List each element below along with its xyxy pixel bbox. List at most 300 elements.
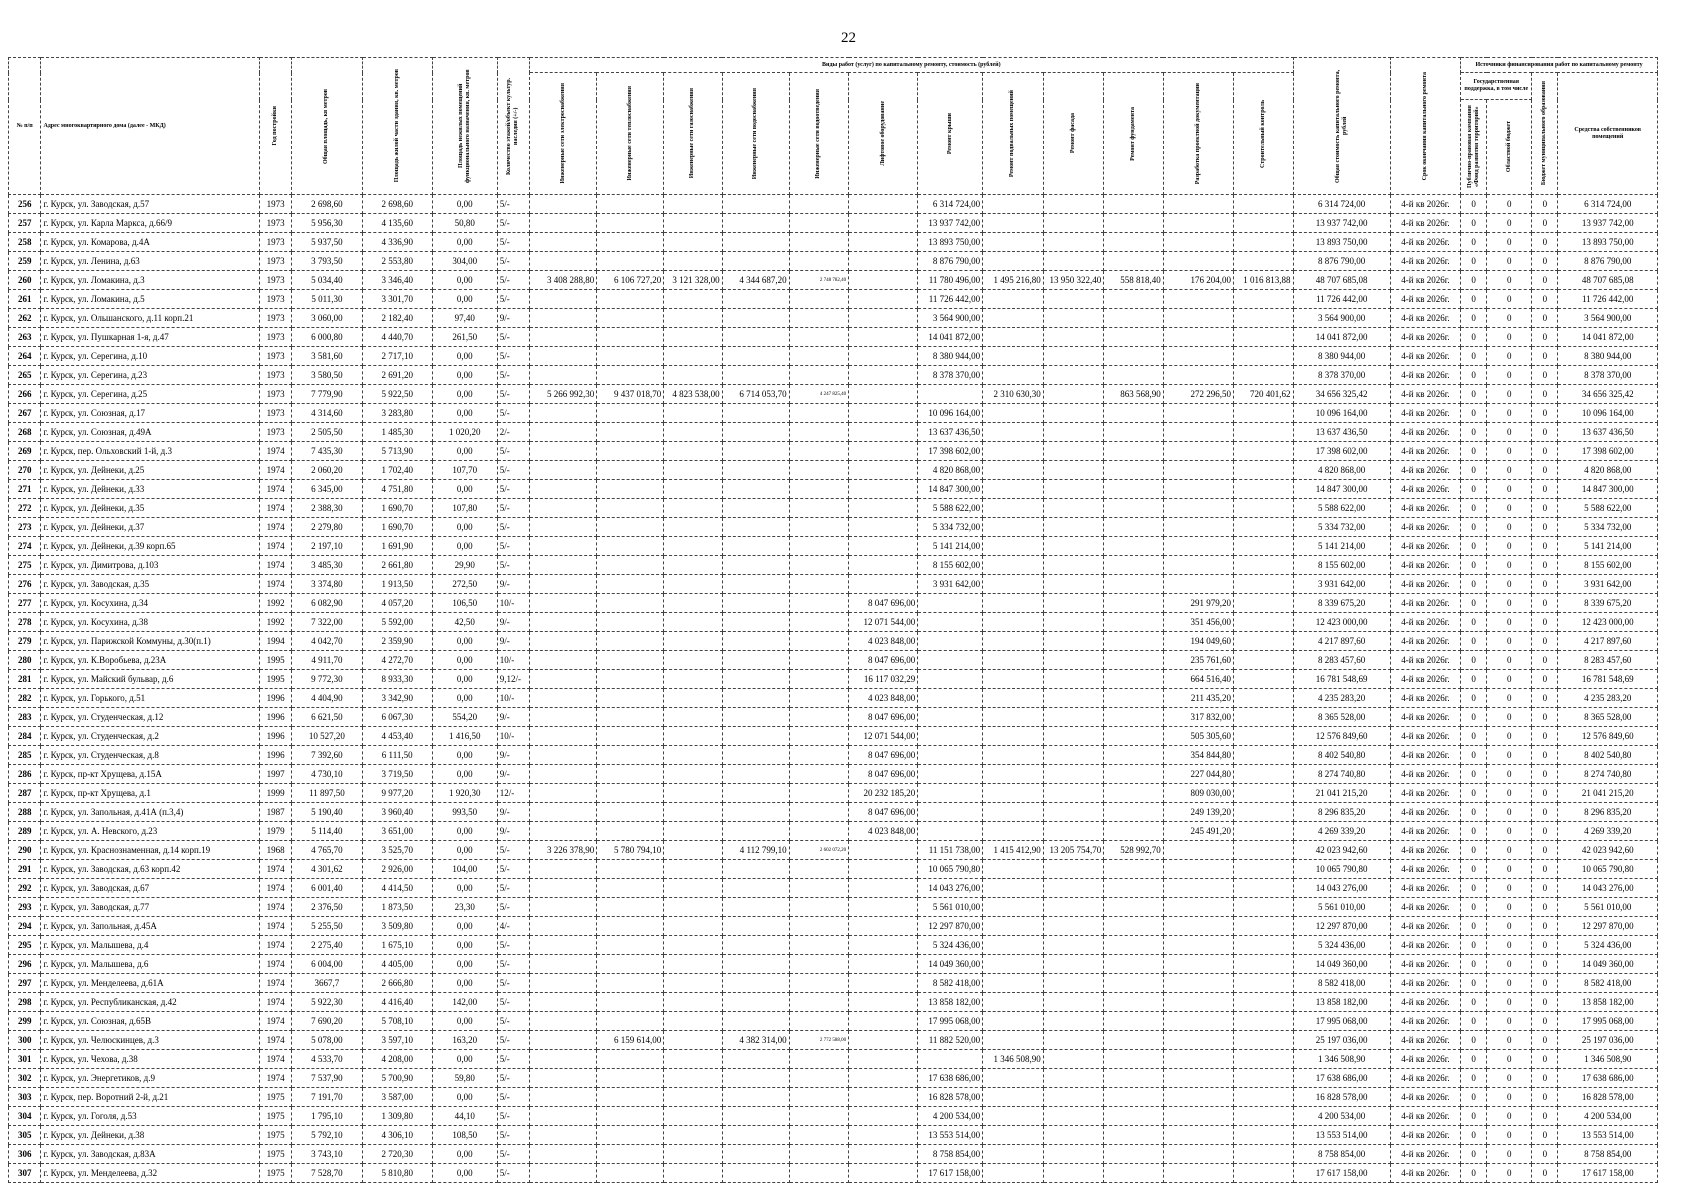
- work-cost-cell: [1104, 480, 1163, 499]
- work-cost-cell: [789, 423, 848, 442]
- floors-cell: 5/-: [497, 974, 529, 993]
- work-cost-cell: 664 516,40: [1163, 670, 1233, 689]
- table-row: [9, 290, 1658, 309]
- table-row: [9, 271, 1658, 290]
- floors-cell: 5/-: [497, 290, 529, 309]
- work-cost-cell: [1163, 537, 1233, 556]
- work-cost-cell: [1104, 594, 1163, 613]
- financing-cell: 5 588 622,00: [1558, 499, 1658, 518]
- financing-cell: 17 638 686,00: [1558, 1069, 1658, 1088]
- financing-cell: 0: [1487, 993, 1532, 1012]
- work-cost-cell: 5 324 436,00: [918, 936, 983, 955]
- financing-cell: 0: [1532, 670, 1558, 689]
- financing-cell: 8 378 370,00: [1558, 366, 1658, 385]
- work-cost-cell: [1043, 803, 1104, 822]
- financing-cell: 0: [1461, 404, 1487, 423]
- work-cost-cell: [530, 822, 597, 841]
- term-cell: 4-й кв 2026г.: [1390, 689, 1460, 708]
- work-cost-cell: [789, 461, 848, 480]
- year-cell: 1974: [259, 575, 291, 594]
- header-address: Адрес многоквартирного дома (далее - МКД): [41, 58, 259, 195]
- work-cost-cell: [664, 822, 722, 841]
- total-area-cell: 2 698,60: [292, 195, 362, 214]
- floors-cell: 5/-: [497, 366, 529, 385]
- work-cost-cell: [597, 366, 664, 385]
- address-cell: г. Курск, ул. Дейнеки, д.38: [41, 1126, 259, 1145]
- nonresidential-area-cell: 0,00: [432, 442, 497, 461]
- financing-cell: 5 141 214,00: [1558, 537, 1658, 556]
- total-area-cell: 6 000,80: [292, 328, 362, 347]
- work-cost-cell: [1234, 803, 1294, 822]
- work-cost-cell: [1043, 727, 1104, 746]
- work-cost-cell: [1234, 860, 1294, 879]
- work-cost-cell: [722, 1088, 789, 1107]
- address-cell: г. Курск, ул. Менделеева, д.61А: [41, 974, 259, 993]
- address-cell: г. Курск, ул. Малышева, д.4: [41, 936, 259, 955]
- row-number: 258: [9, 233, 41, 252]
- work-cost-cell: [597, 1164, 664, 1183]
- work-cost-cell: 245 491,20: [1163, 822, 1233, 841]
- total-cost-cell: 13 858 182,00: [1293, 993, 1390, 1012]
- header-municipal-budget: Бюджет муниципального образования: [1532, 73, 1558, 195]
- table-row: [9, 480, 1658, 499]
- financing-cell: 0: [1461, 195, 1487, 214]
- floors-cell: 5/-: [497, 461, 529, 480]
- nonresidential-area-cell: 0,00: [432, 271, 497, 290]
- work-cost-cell: [983, 480, 1044, 499]
- financing-cell: 0: [1461, 480, 1487, 499]
- total-area-cell: 6 004,00: [292, 955, 362, 974]
- work-cost-cell: [1104, 1031, 1163, 1050]
- table-row: [9, 404, 1658, 423]
- financing-cell: 0: [1532, 480, 1558, 499]
- work-cost-cell: [722, 404, 789, 423]
- financing-cell: 4 235 283,20: [1558, 689, 1658, 708]
- work-cost-cell: [530, 613, 597, 632]
- financing-cell: 0: [1461, 1012, 1487, 1031]
- address-cell: г. Курск, ул. Челюскинцев, д.3: [41, 1031, 259, 1050]
- work-cost-cell: [1234, 347, 1294, 366]
- header-total-cost: Общая стоимость капитального ремонта, рублей: [1293, 58, 1390, 195]
- financing-cell: 13 637 436,50: [1558, 423, 1658, 442]
- work-cost-cell: [849, 214, 918, 233]
- financing-cell: 0: [1532, 1012, 1558, 1031]
- work-cost-cell: 14 041 872,00: [918, 328, 983, 347]
- work-cost-cell: [1234, 784, 1294, 803]
- financing-cell: 0: [1461, 1145, 1487, 1164]
- work-cost-cell: [1043, 385, 1104, 404]
- header-facade: Ремонт фасада: [1043, 73, 1104, 195]
- nonresidential-area-cell: 0,00: [432, 974, 497, 993]
- work-cost-cell: 17 398 602,00: [918, 442, 983, 461]
- residential-area-cell: 6 067,30: [362, 708, 432, 727]
- year-cell: 1973: [259, 366, 291, 385]
- work-cost-cell: [1234, 442, 1294, 461]
- floors-cell: 10/-: [497, 651, 529, 670]
- work-cost-cell: [983, 917, 1044, 936]
- work-cost-cell: 17 617 158,00: [918, 1164, 983, 1183]
- work-cost-cell: [530, 765, 597, 784]
- work-cost-cell: 11 151 738,00: [918, 841, 983, 860]
- work-cost-cell: [722, 917, 789, 936]
- work-cost-cell: 6 714 053,70: [722, 385, 789, 404]
- residential-area-cell: 4 416,40: [362, 993, 432, 1012]
- table-row: [9, 841, 1658, 860]
- address-cell: г. Курск, ул. Заводская, д.83А: [41, 1145, 259, 1164]
- financing-cell: 3 564 900,00: [1558, 309, 1658, 328]
- nonresidential-area-cell: 0,00: [432, 1050, 497, 1069]
- financing-cell: 0: [1532, 803, 1558, 822]
- term-cell: 4-й кв 2026г.: [1390, 670, 1460, 689]
- work-cost-cell: 528 992,70: [1104, 841, 1163, 860]
- work-cost-cell: 272 296,50: [1163, 385, 1233, 404]
- work-cost-cell: [530, 917, 597, 936]
- work-cost-cell: [1104, 1069, 1163, 1088]
- year-cell: 1974: [259, 955, 291, 974]
- work-cost-cell: [789, 366, 848, 385]
- header-year: Год постройки: [259, 58, 291, 195]
- work-cost-cell: [1043, 1145, 1104, 1164]
- work-cost-cell: [530, 290, 597, 309]
- financing-cell: 0: [1532, 1107, 1558, 1126]
- work-cost-cell: [983, 594, 1044, 613]
- residential-area-cell: 4 306,10: [362, 1126, 432, 1145]
- work-cost-cell: [1043, 1012, 1104, 1031]
- work-cost-cell: [1163, 233, 1233, 252]
- financing-cell: 0: [1532, 499, 1558, 518]
- nonresidential-area-cell: 0,00: [432, 670, 497, 689]
- work-cost-cell: [1104, 347, 1163, 366]
- address-cell: г. Курск, ул. Республиканская, д.42: [41, 993, 259, 1012]
- term-cell: 4-й кв 2026г.: [1390, 1031, 1460, 1050]
- year-cell: 1975: [259, 1107, 291, 1126]
- work-cost-cell: [1234, 1164, 1294, 1183]
- address-cell: г. Курск, ул. Косухина, д.34: [41, 594, 259, 613]
- work-cost-cell: [1043, 328, 1104, 347]
- total-cost-cell: 10 096 164,00: [1293, 404, 1390, 423]
- term-cell: 4-й кв 2026г.: [1390, 822, 1460, 841]
- row-number: 288: [9, 803, 41, 822]
- total-cost-cell: 21 041 215,20: [1293, 784, 1390, 803]
- work-cost-cell: 249 139,20: [1163, 803, 1233, 822]
- term-cell: 4-й кв 2026г.: [1390, 271, 1460, 290]
- work-cost-cell: [722, 1050, 789, 1069]
- work-cost-cell: 8 047 696,00: [849, 803, 918, 822]
- work-cost-cell: [597, 233, 664, 252]
- work-cost-cell: [983, 1164, 1044, 1183]
- residential-area-cell: 5 592,00: [362, 613, 432, 632]
- work-cost-cell: 720 401,62: [1234, 385, 1294, 404]
- work-cost-cell: 4 382 314,00: [722, 1031, 789, 1050]
- work-cost-cell: [1104, 1050, 1163, 1069]
- work-cost-cell: [664, 309, 722, 328]
- residential-area-cell: 5 810,80: [362, 1164, 432, 1183]
- work-cost-cell: [983, 765, 1044, 784]
- work-cost-cell: 13 205 754,70: [1043, 841, 1104, 860]
- residential-area-cell: 8 933,30: [362, 670, 432, 689]
- work-cost-cell: 1 495 216,80: [983, 271, 1044, 290]
- work-cost-cell: [664, 423, 722, 442]
- nonresidential-area-cell: 0,00: [432, 290, 497, 309]
- financing-cell: 8 876 790,00: [1558, 252, 1658, 271]
- financing-cell: 13 937 742,00: [1558, 214, 1658, 233]
- total-cost-cell: 4 820 868,00: [1293, 461, 1390, 480]
- financing-cell: 21 041 215,20: [1558, 784, 1658, 803]
- financing-cell: 0: [1461, 423, 1487, 442]
- term-cell: 4-й кв 2026г.: [1390, 613, 1460, 632]
- work-cost-cell: [1043, 898, 1104, 917]
- work-cost-cell: [918, 727, 983, 746]
- table-row: [9, 1145, 1658, 1164]
- financing-cell: 0: [1461, 841, 1487, 860]
- work-cost-cell: [597, 404, 664, 423]
- financing-cell: 0: [1532, 575, 1558, 594]
- work-cost-cell: 10 096 164,00: [918, 404, 983, 423]
- work-cost-cell: [1234, 252, 1294, 271]
- work-cost-cell: 11 882 520,00: [918, 1031, 983, 1050]
- work-cost-cell: [664, 936, 722, 955]
- year-cell: 1992: [259, 594, 291, 613]
- work-cost-cell: [530, 518, 597, 537]
- work-cost-cell: [1043, 955, 1104, 974]
- financing-cell: 0: [1461, 271, 1487, 290]
- work-cost-cell: [983, 1145, 1044, 1164]
- total-area-cell: 4 533,70: [292, 1050, 362, 1069]
- work-cost-cell: [918, 613, 983, 632]
- table-row: [9, 632, 1658, 651]
- header-heating-networks: Инженерные сети теплоснабжения: [597, 73, 664, 195]
- work-cost-cell: [664, 974, 722, 993]
- floors-cell: 9/-: [497, 613, 529, 632]
- financing-cell: 10 096 164,00: [1558, 404, 1658, 423]
- year-cell: 1996: [259, 689, 291, 708]
- work-cost-cell: [849, 955, 918, 974]
- year-cell: 1974: [259, 537, 291, 556]
- work-cost-cell: [597, 993, 664, 1012]
- work-cost-cell: [918, 708, 983, 727]
- floors-cell: 10/-: [497, 689, 529, 708]
- nonresidential-area-cell: 0,00: [432, 879, 497, 898]
- work-cost-cell: 354 844,80: [1163, 746, 1233, 765]
- work-cost-cell: [664, 195, 722, 214]
- row-number: 291: [9, 860, 41, 879]
- floors-cell: 5/-: [497, 1164, 529, 1183]
- financing-cell: 0: [1461, 898, 1487, 917]
- work-cost-cell: [664, 480, 722, 499]
- financing-cell: 8 582 418,00: [1558, 974, 1658, 993]
- work-cost-cell: [789, 309, 848, 328]
- total-cost-cell: 13 553 514,00: [1293, 1126, 1390, 1145]
- work-cost-cell: [1234, 233, 1294, 252]
- work-cost-cell: [983, 461, 1044, 480]
- work-cost-cell: [722, 309, 789, 328]
- year-cell: 1996: [259, 746, 291, 765]
- address-cell: г. Курск, ул. Парижской Коммуны, д.30(п.1): [41, 632, 259, 651]
- work-cost-cell: [983, 708, 1044, 727]
- work-cost-cell: [1104, 689, 1163, 708]
- work-cost-cell: [1163, 309, 1233, 328]
- work-cost-cell: [789, 822, 848, 841]
- residential-area-cell: 1 485,30: [362, 423, 432, 442]
- row-number: 276: [9, 575, 41, 594]
- work-cost-cell: [664, 499, 722, 518]
- work-cost-cell: [597, 822, 664, 841]
- address-cell: г. Курск, ул. Ломакина, д.5: [41, 290, 259, 309]
- residential-area-cell: 2 720,30: [362, 1145, 432, 1164]
- table-row: [9, 328, 1658, 347]
- financing-cell: 0: [1461, 233, 1487, 252]
- total-area-cell: 3667,7: [292, 974, 362, 993]
- financing-cell: 0: [1532, 974, 1558, 993]
- financing-cell: 0: [1532, 385, 1558, 404]
- total-area-cell: 6 082,90: [292, 594, 362, 613]
- work-cost-cell: [1043, 917, 1104, 936]
- total-area-cell: 6 001,40: [292, 879, 362, 898]
- work-cost-cell: [597, 632, 664, 651]
- nonresidential-area-cell: 0,00: [432, 765, 497, 784]
- total-area-cell: 6 345,00: [292, 480, 362, 499]
- work-cost-cell: [849, 860, 918, 879]
- work-cost-cell: [664, 1088, 722, 1107]
- work-cost-cell: [983, 879, 1044, 898]
- work-cost-cell: [1234, 898, 1294, 917]
- row-number: 297: [9, 974, 41, 993]
- financing-cell: 8 283 457,60: [1558, 651, 1658, 670]
- financing-cell: 0: [1461, 670, 1487, 689]
- floors-cell: 10/-: [497, 727, 529, 746]
- work-cost-cell: [1043, 879, 1104, 898]
- row-number: 271: [9, 480, 41, 499]
- work-cost-cell: [849, 404, 918, 423]
- row-number: 277: [9, 594, 41, 613]
- financing-cell: 1 346 508,90: [1558, 1050, 1658, 1069]
- work-cost-cell: [1104, 537, 1163, 556]
- financing-cell: 0: [1461, 651, 1487, 670]
- work-cost-cell: [664, 1164, 722, 1183]
- financing-cell: 0: [1487, 708, 1532, 727]
- financing-cell: 0: [1461, 803, 1487, 822]
- work-cost-cell: [789, 1069, 848, 1088]
- floors-cell: 5/-: [497, 404, 529, 423]
- residential-area-cell: 4 440,70: [362, 328, 432, 347]
- residential-area-cell: 2 717,10: [362, 347, 432, 366]
- financing-cell: 0: [1532, 518, 1558, 537]
- work-cost-cell: [597, 1107, 664, 1126]
- financing-cell: 14 847 300,00: [1558, 480, 1658, 499]
- floors-cell: 5/-: [497, 955, 529, 974]
- work-cost-cell: [664, 442, 722, 461]
- term-cell: 4-й кв 2026г.: [1390, 841, 1460, 860]
- residential-area-cell: 3 283,80: [362, 404, 432, 423]
- year-cell: 1974: [259, 1012, 291, 1031]
- nonresidential-area-cell: 108,50: [432, 1126, 497, 1145]
- financing-cell: 8 758 854,00: [1558, 1145, 1658, 1164]
- year-cell: 1974: [259, 917, 291, 936]
- residential-area-cell: 3 651,00: [362, 822, 432, 841]
- term-cell: 4-й кв 2026г.: [1390, 347, 1460, 366]
- work-cost-cell: [1043, 822, 1104, 841]
- work-cost-cell: [983, 518, 1044, 537]
- financing-cell: 8 365 528,00: [1558, 708, 1658, 727]
- financing-cell: 0: [1532, 233, 1558, 252]
- work-cost-cell: [597, 1012, 664, 1031]
- work-cost-cell: [722, 765, 789, 784]
- work-cost-cell: [789, 518, 848, 537]
- work-cost-cell: [722, 461, 789, 480]
- work-cost-cell: [722, 746, 789, 765]
- work-cost-cell: [983, 955, 1044, 974]
- residential-area-cell: 3 597,10: [362, 1031, 432, 1050]
- work-cost-cell: [983, 860, 1044, 879]
- financing-cell: 0: [1487, 879, 1532, 898]
- financing-cell: 0: [1487, 537, 1532, 556]
- header-works-group: Виды работ (услуг) по капитальному ремонту, стоимость (рублей): [530, 58, 1293, 73]
- year-cell: 1996: [259, 708, 291, 727]
- work-cost-cell: [1234, 1126, 1294, 1145]
- work-cost-cell: 291 979,20: [1163, 594, 1233, 613]
- work-cost-cell: [1163, 1012, 1233, 1031]
- header-water-networks: Инженерные сети водоснабжения: [722, 73, 789, 195]
- total-area-cell: 10 527,20: [292, 727, 362, 746]
- financing-cell: 0: [1461, 765, 1487, 784]
- work-cost-cell: [722, 879, 789, 898]
- work-cost-cell: [1104, 233, 1163, 252]
- work-cost-cell: [597, 746, 664, 765]
- financing-cell: 0: [1487, 613, 1532, 632]
- work-cost-cell: 5 588 622,00: [918, 499, 983, 518]
- work-cost-cell: [789, 803, 848, 822]
- row-number: 292: [9, 879, 41, 898]
- work-cost-cell: 194 049,60: [1163, 632, 1233, 651]
- total-area-cell: 5 114,40: [292, 822, 362, 841]
- floors-cell: 5/-: [497, 518, 529, 537]
- work-cost-cell: 4 023 848,00: [849, 632, 918, 651]
- total-area-cell: 7 322,00: [292, 613, 362, 632]
- financing-cell: 0: [1461, 347, 1487, 366]
- address-cell: г. Курск, ул. Ломакина, д.3: [41, 271, 259, 290]
- work-cost-cell: [530, 404, 597, 423]
- financing-cell: 4 820 868,00: [1558, 461, 1658, 480]
- work-cost-cell: [1104, 936, 1163, 955]
- row-number: 256: [9, 195, 41, 214]
- work-cost-cell: [1163, 879, 1233, 898]
- work-cost-cell: 13 937 742,00: [918, 214, 983, 233]
- floors-cell: 5/-: [497, 879, 529, 898]
- total-cost-cell: 14 043 276,00: [1293, 879, 1390, 898]
- work-cost-cell: [789, 537, 848, 556]
- work-cost-cell: [597, 860, 664, 879]
- term-cell: 4-й кв 2026г.: [1390, 423, 1460, 442]
- financing-cell: 0: [1487, 803, 1532, 822]
- financing-cell: 0: [1487, 594, 1532, 613]
- row-number: 263: [9, 328, 41, 347]
- nonresidential-area-cell: 0,00: [432, 1164, 497, 1183]
- total-area-cell: 5 255,50: [292, 917, 362, 936]
- work-cost-cell: [664, 575, 722, 594]
- work-cost-cell: [1104, 309, 1163, 328]
- work-cost-cell: 16 828 578,00: [918, 1088, 983, 1107]
- total-area-cell: 1 795,10: [292, 1107, 362, 1126]
- floors-cell: 5/-: [497, 480, 529, 499]
- total-cost-cell: 8 365 528,00: [1293, 708, 1390, 727]
- address-cell: г. Курск, ул. Союзная, д.65В: [41, 1012, 259, 1031]
- work-cost-cell: [530, 632, 597, 651]
- financing-cell: 14 043 276,00: [1558, 879, 1658, 898]
- work-cost-cell: [849, 974, 918, 993]
- work-cost-cell: [664, 594, 722, 613]
- work-cost-cell: [664, 765, 722, 784]
- term-cell: 4-й кв 2026г.: [1390, 974, 1460, 993]
